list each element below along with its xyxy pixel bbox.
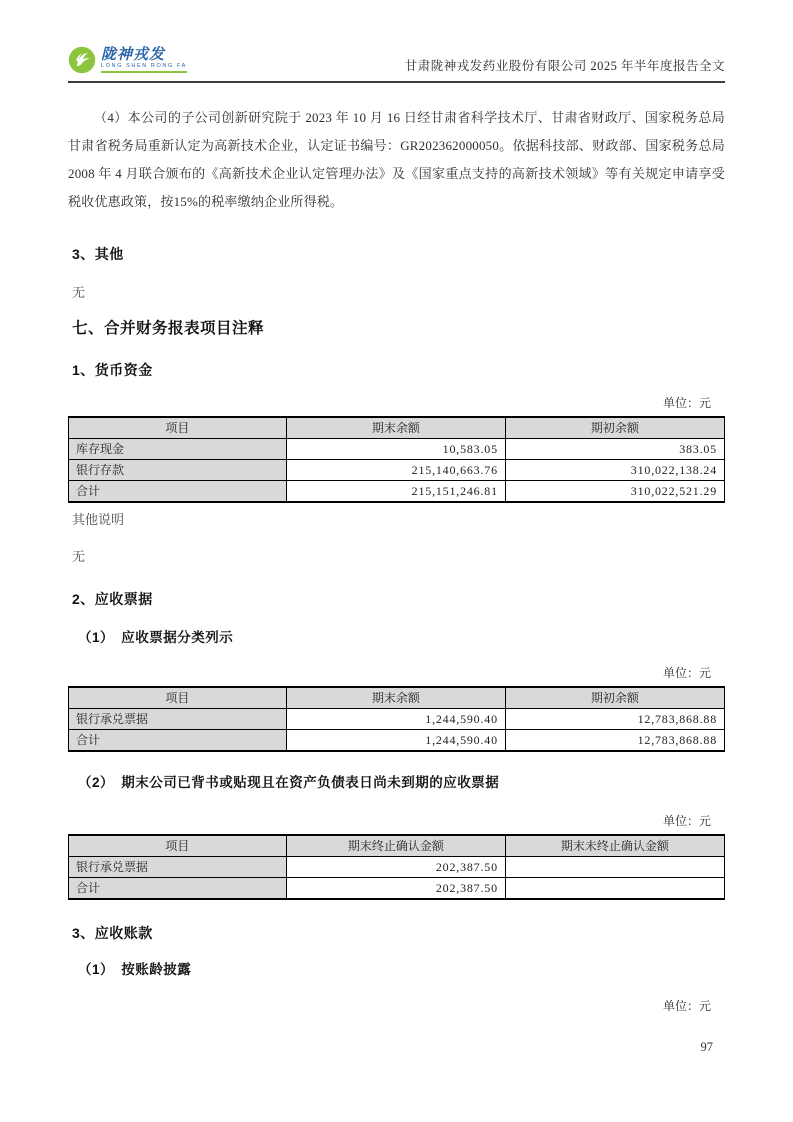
heading-notes-classification: （1） 应收票据分类列示 (78, 630, 234, 645)
company-logo (68, 46, 187, 74)
cell-derecognized-amount: 202,387.50 (286, 857, 505, 878)
row-label: 银行承兑票据 (69, 857, 287, 878)
page-number: 97 (700, 1040, 713, 1054)
unit-label: 单位：元 (662, 666, 711, 680)
table-row (69, 709, 725, 730)
cell-beginning-balance: 12,783,868.88 (505, 730, 724, 752)
column-header: 项目 (69, 417, 287, 439)
column-header: 期末终止确认金额 (286, 835, 505, 857)
table-header-row (69, 835, 725, 857)
unit-label: 单位：元 (662, 396, 711, 410)
table-row (69, 439, 725, 460)
column-header: 期末余额 (286, 417, 505, 439)
row-label: 合计 (69, 730, 287, 752)
cell-ending-balance: 215,151,246.81 (286, 481, 505, 503)
table-row-total (69, 730, 725, 752)
monetary-funds-table (68, 416, 725, 503)
row-label: 合计 (69, 481, 287, 503)
heading-monetary-funds: 1、货币资金 (72, 362, 153, 378)
table-row-total (69, 481, 725, 503)
heading-notes-receivable: 2、应收票据 (72, 591, 153, 607)
logo-bird-icon (68, 46, 96, 74)
cell-beginning-balance: 310,022,138.24 (505, 460, 724, 481)
heading-aging-disclosure: （1） 按账龄披露 (78, 962, 192, 977)
cell-not-derecognized-amount (505, 878, 724, 900)
column-header: 项目 (69, 687, 287, 709)
logo-wordmark (101, 47, 187, 73)
heading-chapter-seven: 七、合并财务报表项目注释 (72, 320, 265, 337)
table-row (69, 857, 725, 878)
cell-derecognized-amount: 202,387.50 (286, 878, 505, 900)
endorsed-notes-table (68, 834, 725, 900)
page-header (68, 46, 725, 83)
notes-classification-table (68, 686, 725, 752)
row-label: 合计 (69, 878, 287, 900)
cell-ending-balance: 1,244,590.40 (286, 709, 505, 730)
cell-ending-balance: 10,583.05 (286, 439, 505, 460)
brand-name-cn: 陇神戎发 (101, 46, 166, 63)
column-header: 期末未终止确认金额 (505, 835, 724, 857)
heading-endorsed-notes: （2） 期末公司已背书或贴现且在资产负债表日尚未到期的应收票据 (78, 775, 500, 790)
unit-label: 单位：元 (662, 814, 711, 828)
heading-other: 3、其他 (72, 246, 124, 262)
cell-beginning-balance: 310,022,521.29 (505, 481, 724, 503)
table-row (69, 460, 725, 481)
row-label: 库存现金 (69, 439, 287, 460)
cell-beginning-balance: 383.05 (505, 439, 724, 460)
document-title: 甘肃陇神戎发药业股份有限公司 2025 年半年度报告全文 (404, 59, 725, 73)
column-header: 期初余额 (505, 687, 724, 709)
table-header-row (69, 687, 725, 709)
column-header: 期末余额 (286, 687, 505, 709)
heading-accounts-receivable: 3、应收账款 (72, 925, 153, 941)
page-content (68, 89, 725, 1015)
cell-ending-balance: 215,140,663.76 (286, 460, 505, 481)
none-value: 无 (72, 285, 86, 300)
column-header: 项目 (69, 835, 287, 857)
brand-name-en: LONG SHEN RONG FA (101, 63, 187, 69)
cell-beginning-balance: 12,783,868.88 (505, 709, 724, 730)
column-header: 期初余额 (505, 417, 724, 439)
row-label: 银行承兑票据 (69, 709, 287, 730)
table-header-row (69, 417, 725, 439)
unit-label: 单位：元 (662, 999, 711, 1013)
row-label: 银行存款 (69, 460, 287, 481)
cell-ending-balance: 1,244,590.40 (286, 730, 505, 752)
none-value: 无 (72, 549, 86, 564)
cell-not-derecognized-amount (505, 857, 724, 878)
table-row-total (69, 878, 725, 900)
other-note-label: 其他说明 (72, 512, 125, 527)
tax-note-paragraph: （4）本公司的子公司创新研究院于 2023 年 10 月 16 日经甘肃省科学技术厅、甘肃省财政厅、国家税务总局甘肃省税务局重新认定为高新技术企业，认定证书编号：GR202362000050。依据科技部、财政部、国家税务总局 2008 年 4 月联合颁布的《高新技术企业认定管理办法》及《国家重点支持的高新技术领域》等有关规定申请享受税收优惠政策，按15%的税率缴纳企业所得税。 (68, 110, 725, 209)
